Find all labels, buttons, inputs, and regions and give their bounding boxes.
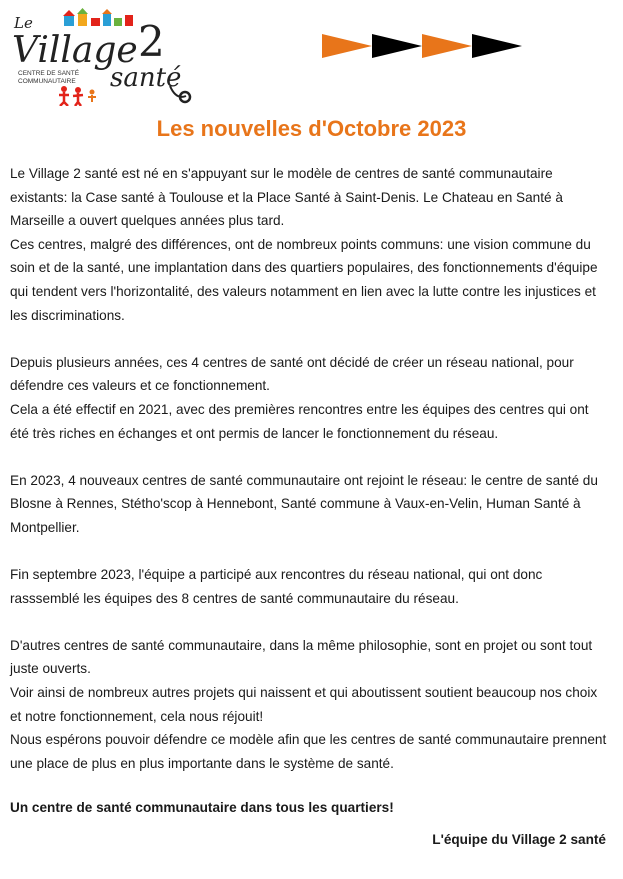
arrow-black-icon (472, 34, 522, 58)
paragraph: Ces centres, malgré des différences, ont de nombreux points communs: une vision commune du soin et de la santé, une implantation dans des quartiers populaires, des fonctionnements d'équipe qui tendent vers l'horizontalité, des valeurs notamment en lien avec la lutte contre les injustices et les discriminations. (10, 236, 598, 323)
article-body (10, 162, 610, 775)
decorative-arrows (322, 32, 522, 60)
header (0, 0, 623, 108)
paragraph: Le Village 2 santé est né en s'appuyant sur le modèle de centres de santé communautaire existants: la Case santé à Toulouse et la Place Santé à Saint-Denis. Le Chateau en Santé à Marseille a ouvert quelques années plus tard. (10, 166, 563, 229)
logo-caption-line1: CENTRE DE SANTÉ (18, 70, 80, 77)
paragraph: Voir ainsi de nombreux autres projets qui naissent et qui aboutissent soutient beaucoup nos choix et notre fonctionnement, cela nous réjouit! (10, 685, 598, 724)
tagline: Un centre de santé communautaire dans tous les quartiers! (10, 800, 394, 815)
people-icon (59, 86, 96, 106)
paragraph: En 2023, 4 nouveaux centres de santé communautaire ont rejoint le réseau: le centre de santé du Blosne à Rennes, Stétho'scop à Hennebont, Santé commune à Vaux-en-Velin, Human Santé à Montpellier. (10, 472, 598, 535)
logo-number: 2 (138, 17, 165, 66)
paragraph: Nous espérons pouvoir défendre ce modèle afin que les centres de santé communautaire prennent une place de plus en plus importante dans le système de santé. (10, 732, 607, 771)
arrow-black-icon (372, 34, 422, 58)
paragraph: D'autres centres de santé communautaire, dans la même philosophie, sont en projet ou sont tout juste ouverts. (10, 637, 593, 677)
signature: L'équipe du Village 2 santé (432, 832, 606, 847)
arrow-orange-icon (322, 34, 372, 58)
paragraph: Cela a été effectif en 2021, avec des premières rencontres entre les équipes des centres qui ont été très riches en échanges et ont permis de lancer le fonctionnement du réseau. (10, 401, 589, 441)
logo-sante: santé (110, 63, 182, 93)
paragraph: Depuis plusieurs années, ces 4 centres de santé ont décidé de créer un réseau national, pour défendre ces valeurs et ce fonctionnement. (10, 354, 574, 394)
arrow-orange-icon (422, 34, 472, 58)
logo-village: Village (12, 30, 138, 71)
paragraph: Fin septembre 2023, l'équipe a participé aux rencontres du réseau national, qui ont donc rasssemblé les équipes des 8 centres de santé communautaire du réseau. (10, 567, 543, 606)
logo-le: Le (14, 14, 33, 32)
logo-caption-line2: COMMUNAUTAIRE (18, 78, 76, 85)
village-2-sante-logo (6, 6, 196, 106)
houses-icon (63, 8, 133, 26)
page-title: Les nouvelles d'Octobre 2023 (156, 116, 467, 141)
